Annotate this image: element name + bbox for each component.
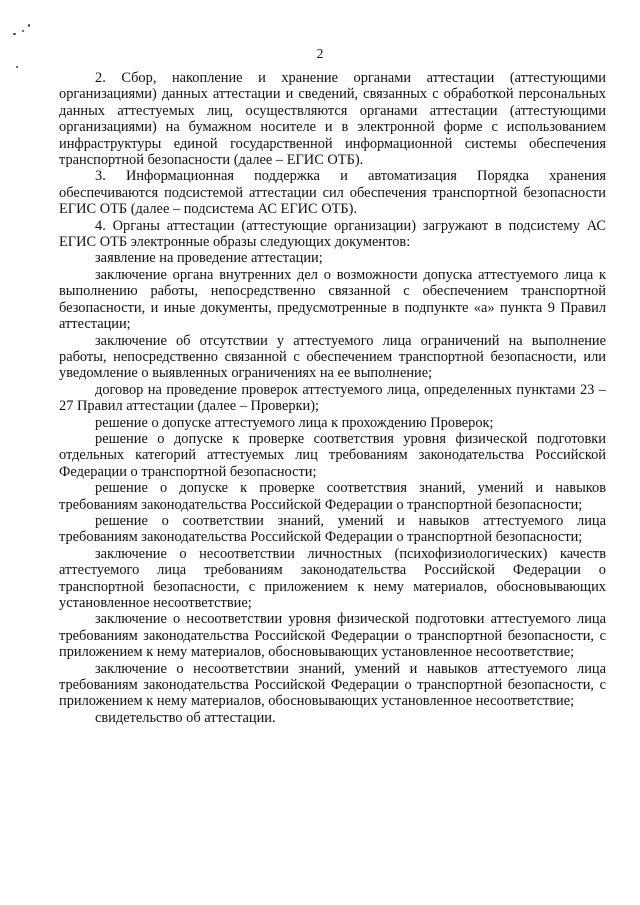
scan-speck: [22, 30, 24, 32]
document-list-item: заключение о несоответствии личностных (психофизиологических) качеств аттестуемого лица требованиям законодательства Российской Федерации о транспортной безопасности, с приложением к нему материалов, обосновывающих установленное несоответствие;: [59, 545, 606, 611]
document-list-item: решение о допуске аттестуемого лица к прохождению Проверок;: [95, 414, 494, 431]
scan-speck: [13, 33, 16, 35]
document-list-item: заявление на проведение аттестации;: [95, 250, 323, 267]
scan-speck: [28, 24, 30, 27]
paragraph-item-2: 2. Сбор, накопление и хранение органами аттестации (аттестующими организациями) данных аттестации и сведений, связанных с обработкой персональных данных аттестуемых лиц, осуществляются органами аттестации (аттестующими организациями) на бумажном носителе и в электронной форме с использованием инфраструктуры единой государственной информационной системы обеспечения транспортной безопасности (далее – ЕГИС ОТБ).: [59, 70, 606, 169]
document-list-item: решение о допуске к проверке соответствия уровня физической подготовки отдельных категорий аттестуемых лиц требованиям законодательства Российской Федерации о транспортной безопасности;: [59, 430, 606, 480]
paragraph-item-3: 3. Информационная поддержка и автоматизация Порядка хранения обеспечиваются подсистемой аттестации сил обеспечения транспортной безопасности ЕГИС ОТБ (далее – подсистема АС ЕГИС ОТБ).: [59, 168, 606, 218]
document-list-item: заключение о несоответствии знаний, умений и навыков аттестуемого лица требованиям законодательства Российской Федерации о транспортной безопасности, с приложением к нему материалов, обосновывающих установленное несоответствие;: [59, 660, 606, 710]
scan-speck: [16, 66, 18, 68]
document-list-item: решение о допуске к проверке соответствия знаний, умений и навыков требованиям законодательства Российской Федерации о транспортной безопасности;: [59, 480, 606, 513]
paragraph-item-4: 4. Органы аттестации (аттестующие организации) загружают в подсистему АС ЕГИС ОТБ электронные образы следующих документов:: [59, 217, 606, 251]
document-list-item: решение о соответствии знаний, умений и навыков аттестуемого лица требованиям законодательства Российской Федерации о транспортной безопасности;: [59, 512, 606, 546]
document-list-item: заключение об отсутствии у аттестуемого лица ограничений на выполнение работы, непосредственно связанной с обеспечением транспортной безопасности, или уведомление о выявленных ограничениях на ее выполнение;: [59, 332, 606, 382]
document-body: [59, 70, 606, 726]
document-list-item: свидетельство об аттестации.: [95, 709, 276, 726]
document-list-item: заключение органа внутренних дел о возможности допуска аттестуемого лица к выполнению работы, непосредственно связанной с обеспечением транспортной безопасности, и иные документы, предусмотренные в подпункте «а» пункта 9 Правил аттестации;: [59, 266, 606, 333]
document-list-item: договор на проведение проверок аттестуемого лица, определенных пунктами 23 – 27 Правил аттестации (далее – Проверки);: [59, 381, 606, 415]
page-number: 2: [316, 46, 324, 61]
document-list-item: заключение о несоответствии уровня физической подготовки аттестуемого лица требованиям законодательства Российской Федерации о транспортной безопасности, с приложением к нему материалов, обосновывающих установленное несоответствие;: [59, 611, 606, 661]
